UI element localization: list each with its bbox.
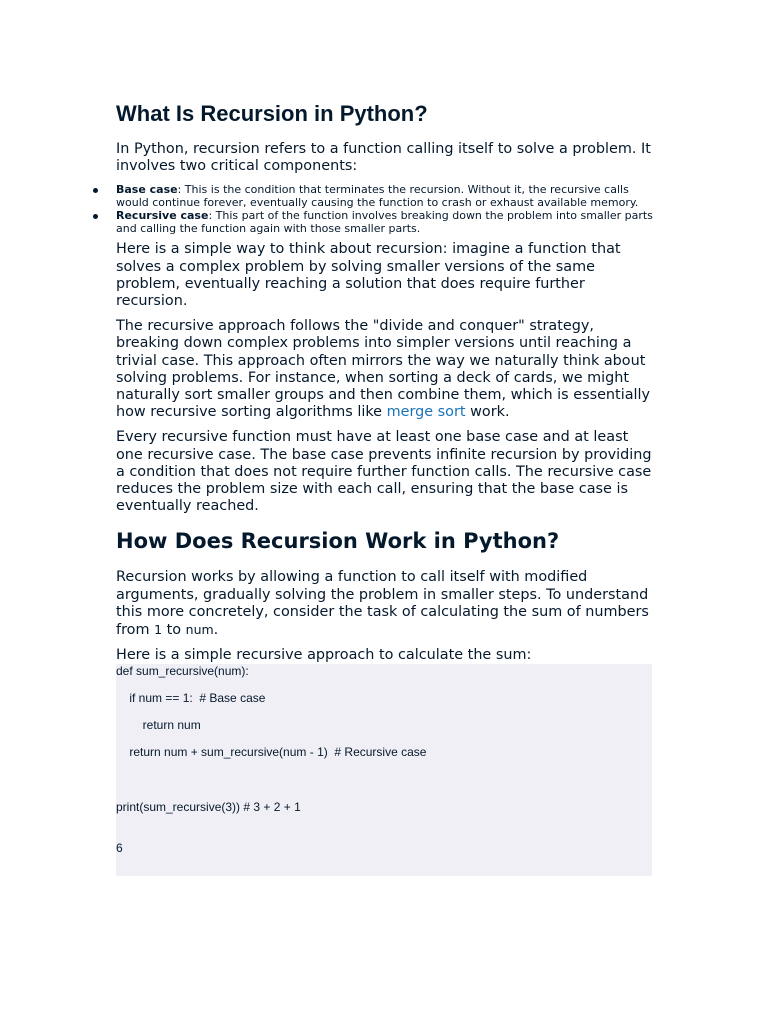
how-it-works-to: to — [162, 622, 186, 639]
simple-approach-paragraph: Here is a simple recursive approach to calculate the sum: — [116, 647, 532, 664]
section-heading-what-is-recursion: What Is Recursion in Python? — [116, 101, 428, 126]
intro-paragraph: In Python, recursion refers to a function calling itself to solve a problem. It involves two critical components: — [116, 141, 651, 175]
inline-code-one: 1 — [154, 622, 163, 638]
components-list — [116, 183, 656, 235]
code-line: def sum_recursive(num): — [116, 664, 249, 679]
how-it-works-paragraph — [116, 569, 652, 639]
article-content — [116, 100, 652, 876]
how-it-works-end: . — [213, 622, 219, 639]
term-base-case: Base case — [116, 183, 178, 197]
merge-sort-link[interactable]: merge sort — [386, 404, 466, 421]
how-it-works-text: Recursion works by allowing a function to call itself with modified arguments, gradually solving the problem in smaller steps. To understand this more concretely, consider the task of calculating the sum of numbers from — [116, 569, 649, 639]
code-block — [116, 664, 652, 876]
code-line: return num + sum_recursive(num - 1) # Recursive case — [116, 745, 427, 760]
code-line: if num == 1: # Base case — [116, 691, 266, 706]
term-recursive-case: Recursive case — [116, 209, 209, 223]
base-recursive-case-paragraph: Every recursive function must have at least one base case and at least one recursive case. The base case prevents infinite recursion by providing a condition that does not require further function calls. The recursive case reduces the problem size with each call, ensuring that the base case is eventually reached. — [116, 429, 652, 515]
base-case-description: : This is the condition that terminates the recursion. Without it, the recursive calls would continue forever, eventually causing the function to crash or exhaust available memory. — [116, 183, 639, 210]
recursive-case-description: : This part of the function involves breaking down the problem into smaller parts and calling the function again with those smaller parts. — [116, 209, 653, 236]
divide-conquer-text-end: work. — [465, 404, 510, 421]
code-line: print(sum_recursive(3)) # 3 + 2 + 1 — [116, 800, 301, 815]
list-item-base-case — [116, 183, 656, 209]
code-line: return num — [116, 718, 201, 733]
inline-code-num: num — [185, 622, 214, 638]
analogy-paragraph: Here is a simple way to think about recursion: imagine a function that solves a complex problem by solving smaller versions of the same problem, eventually reaching a solution that does require further recursion. — [116, 241, 621, 310]
list-item-recursive-case — [116, 209, 656, 235]
divide-conquer-text: The recursive approach follows the "divide and conquer" strategy, breaking down complex problems into simpler versions until reaching a trivial case. This approach often mirrors the way we naturally think about solving problems. For instance, when sorting a deck of cards, we might naturally sort smaller groups and then combine them, which is essentially how recursive sorting algorithms like — [116, 318, 651, 421]
divide-conquer-paragraph — [116, 318, 652, 421]
section-heading-how-recursion-works: How Does Recursion Work in Python? — [116, 529, 560, 554]
code-output: 6 — [116, 841, 123, 856]
